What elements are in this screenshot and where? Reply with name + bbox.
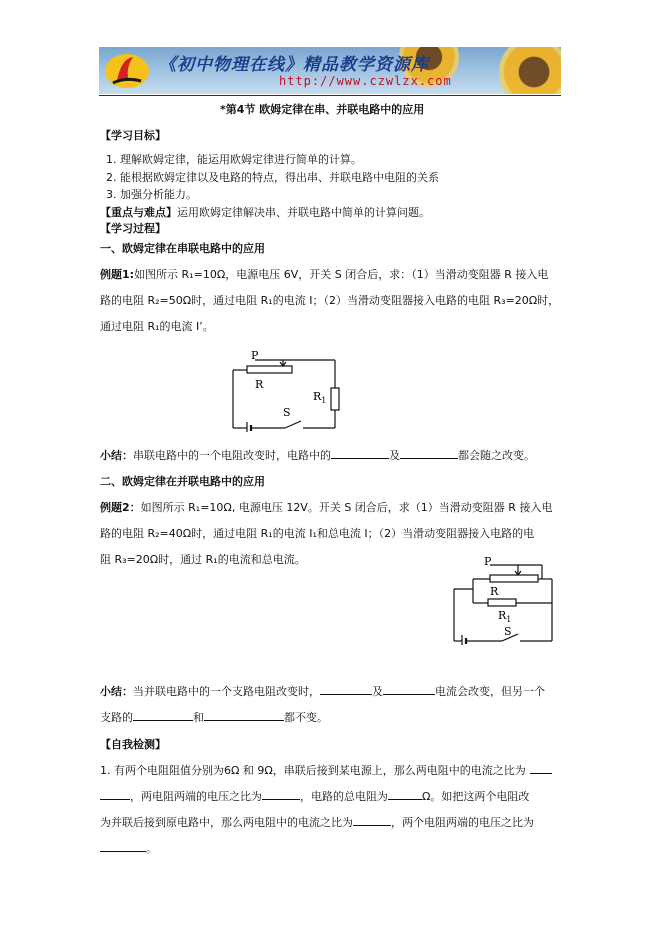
question-text: ，两个电阻两端的电压之比为 xyxy=(391,816,534,829)
summary1 xyxy=(100,447,535,463)
svg-text:R1: $R_1$ xyxy=(498,609,512,624)
example2-line: 路的电阻 R₂=40Ω时，通过电阻 R₁的电流 I₁和总电流 I；（2）当滑动变阻器接入电路的电 xyxy=(100,527,535,540)
answer-blank[interactable] xyxy=(353,815,391,826)
summary-text: 及 xyxy=(372,685,383,698)
label-s: S xyxy=(283,406,291,419)
sunflower-image xyxy=(499,47,561,94)
goal-item: 2. 能根据欧姆定律以及电路的特点，得出串、并联电路中电阻的关系 xyxy=(106,171,439,184)
question1-line xyxy=(100,762,552,778)
series-circuit-diagram xyxy=(225,350,350,432)
question1-line xyxy=(100,788,529,804)
goal-item: 1. 理解欧姆定律，能运用欧姆定律进行简单的计算。 xyxy=(106,153,362,166)
summary-text: 当并联电路中的一个支路电阻改变时， xyxy=(133,685,320,698)
answer-blank[interactable] xyxy=(530,763,552,774)
example2-line xyxy=(100,499,552,515)
answer-blank[interactable] xyxy=(133,710,193,721)
answer-blank[interactable] xyxy=(100,789,130,800)
summary2-line2 xyxy=(100,709,328,725)
process-header: 【学习过程】 xyxy=(100,222,166,235)
question-text: Ω。如把这两个电阻改 xyxy=(422,790,530,803)
example2-text: 如图所示 R₁=10Ω, 电源电压 12V。开关 S 闭合后，求（1）当滑动变阻器 R 接入电 xyxy=(140,501,553,514)
key-points xyxy=(100,204,430,220)
example1-text: 如图所示 R₁=10Ω，电源电压 6V，开关 S 闭合后，求：（1）当滑动变阻器 R 接入电 xyxy=(134,268,549,281)
label-r1: R xyxy=(313,390,322,403)
summary-text: 和 xyxy=(193,711,204,724)
example2-label: 例题2： xyxy=(100,501,141,514)
answer-blank[interactable] xyxy=(383,684,435,695)
label-p: P xyxy=(251,350,259,362)
section2-title: 二、欧姆定律在并联电路中的应用 xyxy=(100,475,265,488)
answer-blank[interactable] xyxy=(100,841,146,852)
banner-title: 《初中物理在线》精品教学资源库 xyxy=(159,55,429,75)
summary-text: 及 xyxy=(389,449,400,462)
question-text: ，两电阻两端的电压之比为 xyxy=(130,790,262,803)
label-r: R xyxy=(490,585,499,598)
label-r: R xyxy=(255,378,264,391)
svg-text:R1: $R_1$ xyxy=(313,390,327,405)
answer-blank[interactable] xyxy=(331,448,389,459)
answer-blank[interactable] xyxy=(388,789,422,800)
answer-blank[interactable] xyxy=(320,684,372,695)
banner-url[interactable]: http://www.czwlzx.com xyxy=(279,74,452,88)
header-divider xyxy=(99,95,561,96)
answer-blank[interactable] xyxy=(262,789,300,800)
key-text: 运用欧姆定律解决串、并联电路中简单的计算问题。 xyxy=(177,206,430,219)
example2-line: 阻 R₃=20Ω时，通过 R₁的电流和总电流。 xyxy=(100,553,306,566)
example1-line: 通过电阻 R₁的电流 I’。 xyxy=(100,320,214,333)
summary-text: 都不变。 xyxy=(284,711,328,724)
question1-line xyxy=(100,840,157,856)
summary-text: 串联电路中的一个电阻改变时，电路中的 xyxy=(133,449,331,462)
label-r1: R xyxy=(498,609,507,622)
label-p: P xyxy=(484,555,492,568)
summary-text: 支路的 xyxy=(100,711,133,724)
header-banner xyxy=(99,47,561,94)
goal-item: 3. 加强分析能力。 xyxy=(106,188,197,201)
example1-line xyxy=(100,266,548,282)
answer-blank[interactable] xyxy=(204,710,284,721)
question-text: ，电路的总电阻为 xyxy=(300,790,388,803)
site-logo-icon xyxy=(103,51,151,91)
parallel-circuit-diagram xyxy=(448,553,558,645)
example1-line: 路的电阻 R₂=50Ω时，通过电阻 R₁的电流 I；（2）当滑动变阻器接入电路的电阻 R₃=20Ω时， xyxy=(100,294,560,307)
goals-header: 【学习目标】 xyxy=(100,129,166,142)
page-title: *第4节 欧姆定律在串、并联电路中的应用 xyxy=(220,103,425,116)
summary-label: 小结： xyxy=(100,685,133,698)
summary-text: 电流会改变，但另一个 xyxy=(435,685,545,698)
self-check-header: 【自我检测】 xyxy=(100,738,166,751)
example1-label: 例题1: xyxy=(100,268,135,281)
question-text: 为并联后接到原电路中，那么两电阻中的电流之比为 xyxy=(100,816,353,829)
question-text: 1. 有两个电阻阻值分别为6Ω 和 9Ω，串联后接到某电源上，那么两电阻中的电流之比为 xyxy=(100,764,526,777)
answer-blank[interactable] xyxy=(400,448,458,459)
summary2 xyxy=(100,683,545,699)
summary-label: 小结： xyxy=(100,449,133,462)
label-s: S xyxy=(504,625,512,638)
question1-line xyxy=(100,814,534,830)
section1-title: 一、欧姆定律在串联电路中的应用 xyxy=(100,242,265,255)
question-text: 。 xyxy=(146,842,157,855)
summary-text: 都会随之改变。 xyxy=(458,449,535,462)
key-header: 【重点与难点】 xyxy=(100,206,177,219)
